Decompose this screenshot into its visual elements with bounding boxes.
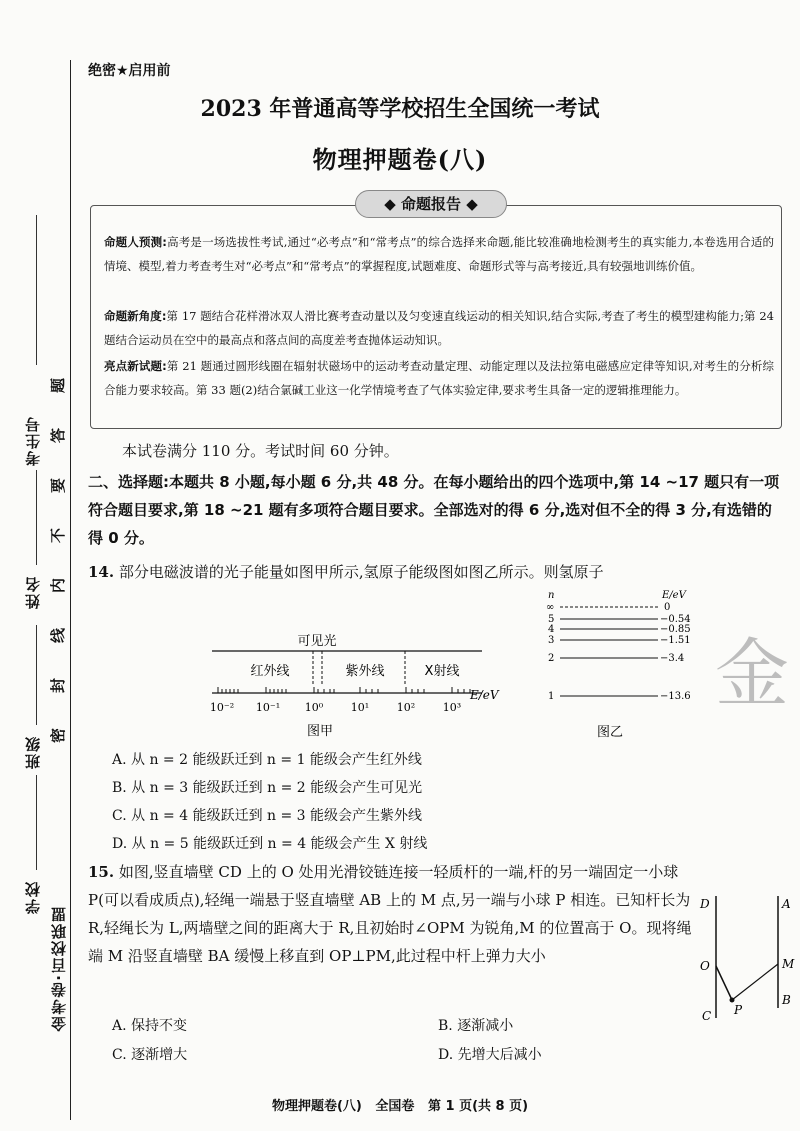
level-n: 3 (548, 635, 555, 646)
report-highlight-text: 第 21 题通过圆形线圈在辐射状磁场中的运动考查动量定理、动能定理以及法拉第电磁感应定律等知识,对考生的分析综合能力要求较高。第 33 题(2)结合氯碱工业这一化学情境考查了气体实验定律,要求考生具备一定的逻辑推理能力。 (104, 359, 774, 397)
exam-no-label: 考生号 (24, 415, 42, 466)
visible-light-label: 可见光 (297, 634, 337, 649)
report-new-angle-label: 命题新角度: (104, 309, 167, 323)
report-tab: ◆ 命题报告 ◆ (355, 190, 507, 218)
option-text: 从 n = 2 能级跃迁到 n = 1 能级会产生红外线 (131, 752, 422, 768)
seal-char: 题 (49, 377, 68, 394)
report-prediction (104, 230, 774, 278)
option-key: D. (112, 836, 128, 852)
seal-char: 封 (49, 677, 68, 694)
level-e: −0.54 (660, 614, 691, 625)
paper-title: 物理押题卷(八) (312, 145, 488, 174)
infrared-label: 红外线 (250, 664, 290, 679)
xray-label: X射线 (424, 664, 460, 679)
level-e: −3.4 (660, 653, 685, 664)
option-key: C. (112, 808, 127, 824)
tick-label: 10⁻² (209, 701, 235, 714)
report-new-angle (104, 304, 774, 352)
level-e: −1.51 (660, 635, 691, 646)
q14-option-c (112, 802, 422, 830)
label-d: D (700, 897, 710, 911)
seal-char: 密 (49, 727, 68, 744)
label-c: C (702, 1009, 712, 1023)
report-highlight-label: 亮点新试题: (104, 359, 167, 373)
energy-level-figure (540, 588, 710, 743)
option-text: 保持不变 (131, 1018, 188, 1034)
tick-label: 10² (396, 701, 416, 714)
n-axis-label: n (548, 590, 555, 601)
q15-stem (88, 858, 698, 970)
name-blank (36, 470, 37, 565)
level-n: 1 (548, 691, 555, 702)
section-instructions: 二、选择题:本题共 8 小题,每小题 6 分,共 48 分。在每小题给出的四个选项中,第 14 ~17 题只有一项符合题目要求,第 18 ~21 题有多项符合题目要求。全部选对的得 6 分,选对但不全的得 3 分,有选错的得 0 分。 (88, 473, 780, 547)
report-highlight (104, 354, 774, 402)
q14-number: 14. (88, 563, 115, 581)
level-e: 0 (664, 602, 671, 613)
option-text: 逐渐增大 (131, 1047, 188, 1063)
fig-a-caption: 图甲 (306, 724, 334, 739)
q15-stem-text: 如图,竖直墙壁 CD 上的 O 处用光滑铰链连接一轻质杆的一端,杆的另一端固定一小球 P(可以看成质点),轻绳一端悬于竖直墙壁 AB 上的 M 点,另一端与小球 P 相连。已知杆长为 R,轻绳长为 L,两墙壁之间的距离大于 R,且初始时∠OPM 为锐角,M 的位置高于 O。现将绳端 M 沿竖直墙壁 BA 缓慢上移直到 OP⊥PM,此过程中杆上弹力大小 (88, 863, 692, 965)
q14-option-b (112, 774, 422, 802)
q15-option-d (438, 1041, 542, 1069)
report-new-angle-text: 第 17 题结合花样滑冰双人滑比赛考查动量以及匀变速直线运动的相关知识,结合实际,考查了考生的模型建构能力;第 24 题结合运动员在空中的最高点和落点间的高度差考查抛体运动知识。 (104, 309, 774, 347)
label-m: M (782, 957, 795, 971)
q15-number: 15. (88, 863, 115, 881)
report-prediction-text: 高考是一场选拔性考试,通过“必考点”和“常考点”的综合选择来命题,能比较准确地检测考生的真实能力,本卷选用合适的情境、模型,着力考查考生对“必考点”和“常考点”的掌握程度,试题难度、命题形式等与高考接近,具有较强地训练价值。 (104, 235, 774, 273)
q14-stem-text: 部分电磁波谱的光子能量如图甲所示,氢原子能级图如图乙所示。则氢原子 (118, 563, 604, 581)
option-key: B. (438, 1018, 453, 1034)
option-key: D. (438, 1047, 454, 1063)
ball-p (730, 998, 735, 1003)
school-label: 学校 (24, 880, 42, 914)
q15-option-a (112, 1012, 187, 1040)
level-n: ∞ (546, 602, 555, 613)
level-e: −0.85 (660, 624, 691, 635)
option-text: 先增大后减小 (457, 1047, 542, 1063)
tick-label: 10³ (442, 701, 462, 714)
fig-b-caption: 图乙 (596, 725, 624, 740)
option-text: 从 n = 3 能级跃迁到 n = 2 能级会产生可见光 (131, 780, 423, 796)
school-blank (36, 775, 37, 870)
label-p: P (734, 1003, 743, 1017)
seal-char: 线 (49, 627, 68, 644)
binding-line (70, 60, 71, 1120)
alliance-label: 金考卷·百校联盟 (50, 905, 68, 1032)
option-text: 逐渐减小 (457, 1018, 514, 1034)
exam-no-blank (36, 215, 37, 365)
label-b: B (782, 993, 791, 1007)
full-score-text: 本试卷满分 110 分。考试时间 60 分钟。 (122, 442, 399, 460)
seal-char: 答 (49, 427, 68, 444)
option-text: 从 n = 5 能级跃迁到 n = 4 能级会产生 X 射线 (131, 836, 428, 852)
level-n: 2 (548, 653, 555, 664)
minor-ticks (218, 687, 470, 693)
axis-unit-label: E/eV (470, 688, 499, 702)
tick-label: 10⁰ (304, 701, 324, 714)
tick-label: 10⁻¹ (255, 701, 281, 714)
page-footer: 物理押题卷(八) 全国卷 第 1 页(共 8 页) (271, 1099, 529, 1114)
q14-option-d (112, 830, 427, 858)
class-blank (36, 625, 37, 725)
report-tab-label: 命题报告 (400, 195, 461, 213)
label-a: A (782, 897, 791, 911)
option-key: A. (112, 752, 127, 768)
option-key: C. (112, 1047, 127, 1063)
watermark-stamp: 金 (715, 631, 789, 717)
exam-title: 2023 年普通高等学校招生全国统一考试 (200, 96, 600, 122)
report-prediction-label: 命题人预测: (104, 235, 167, 249)
seal-char: 不 (49, 527, 68, 544)
option-key: B. (112, 780, 127, 796)
level-n: 4 (548, 624, 555, 635)
q15-option-c (112, 1041, 187, 1069)
q15-option-b (438, 1012, 513, 1040)
level-e: −13.6 (660, 691, 691, 702)
rope-pm (732, 964, 778, 1000)
option-key: A. (112, 1018, 127, 1034)
label-o: O (700, 959, 710, 973)
rod-op (716, 966, 732, 1000)
secret-label: 绝密★启用前 (88, 63, 171, 79)
ultraviolet-label: 紫外线 (345, 664, 385, 679)
level-n: 5 (548, 614, 555, 625)
option-text: 从 n = 4 能级跃迁到 n = 3 能级会产生紫外线 (131, 808, 423, 824)
q14-stem (88, 558, 604, 586)
name-label: 姓名 (24, 575, 42, 609)
q14-option-a (112, 746, 422, 774)
wall-rod-figure (696, 888, 796, 1028)
tick-label: 10¹ (350, 701, 370, 714)
spectrum-figure (200, 625, 500, 745)
seal-char: 要 (49, 477, 68, 494)
seal-char: 内 (49, 577, 68, 594)
e-axis-label: E/eV (662, 590, 686, 601)
class-label: 班级 (24, 735, 42, 769)
